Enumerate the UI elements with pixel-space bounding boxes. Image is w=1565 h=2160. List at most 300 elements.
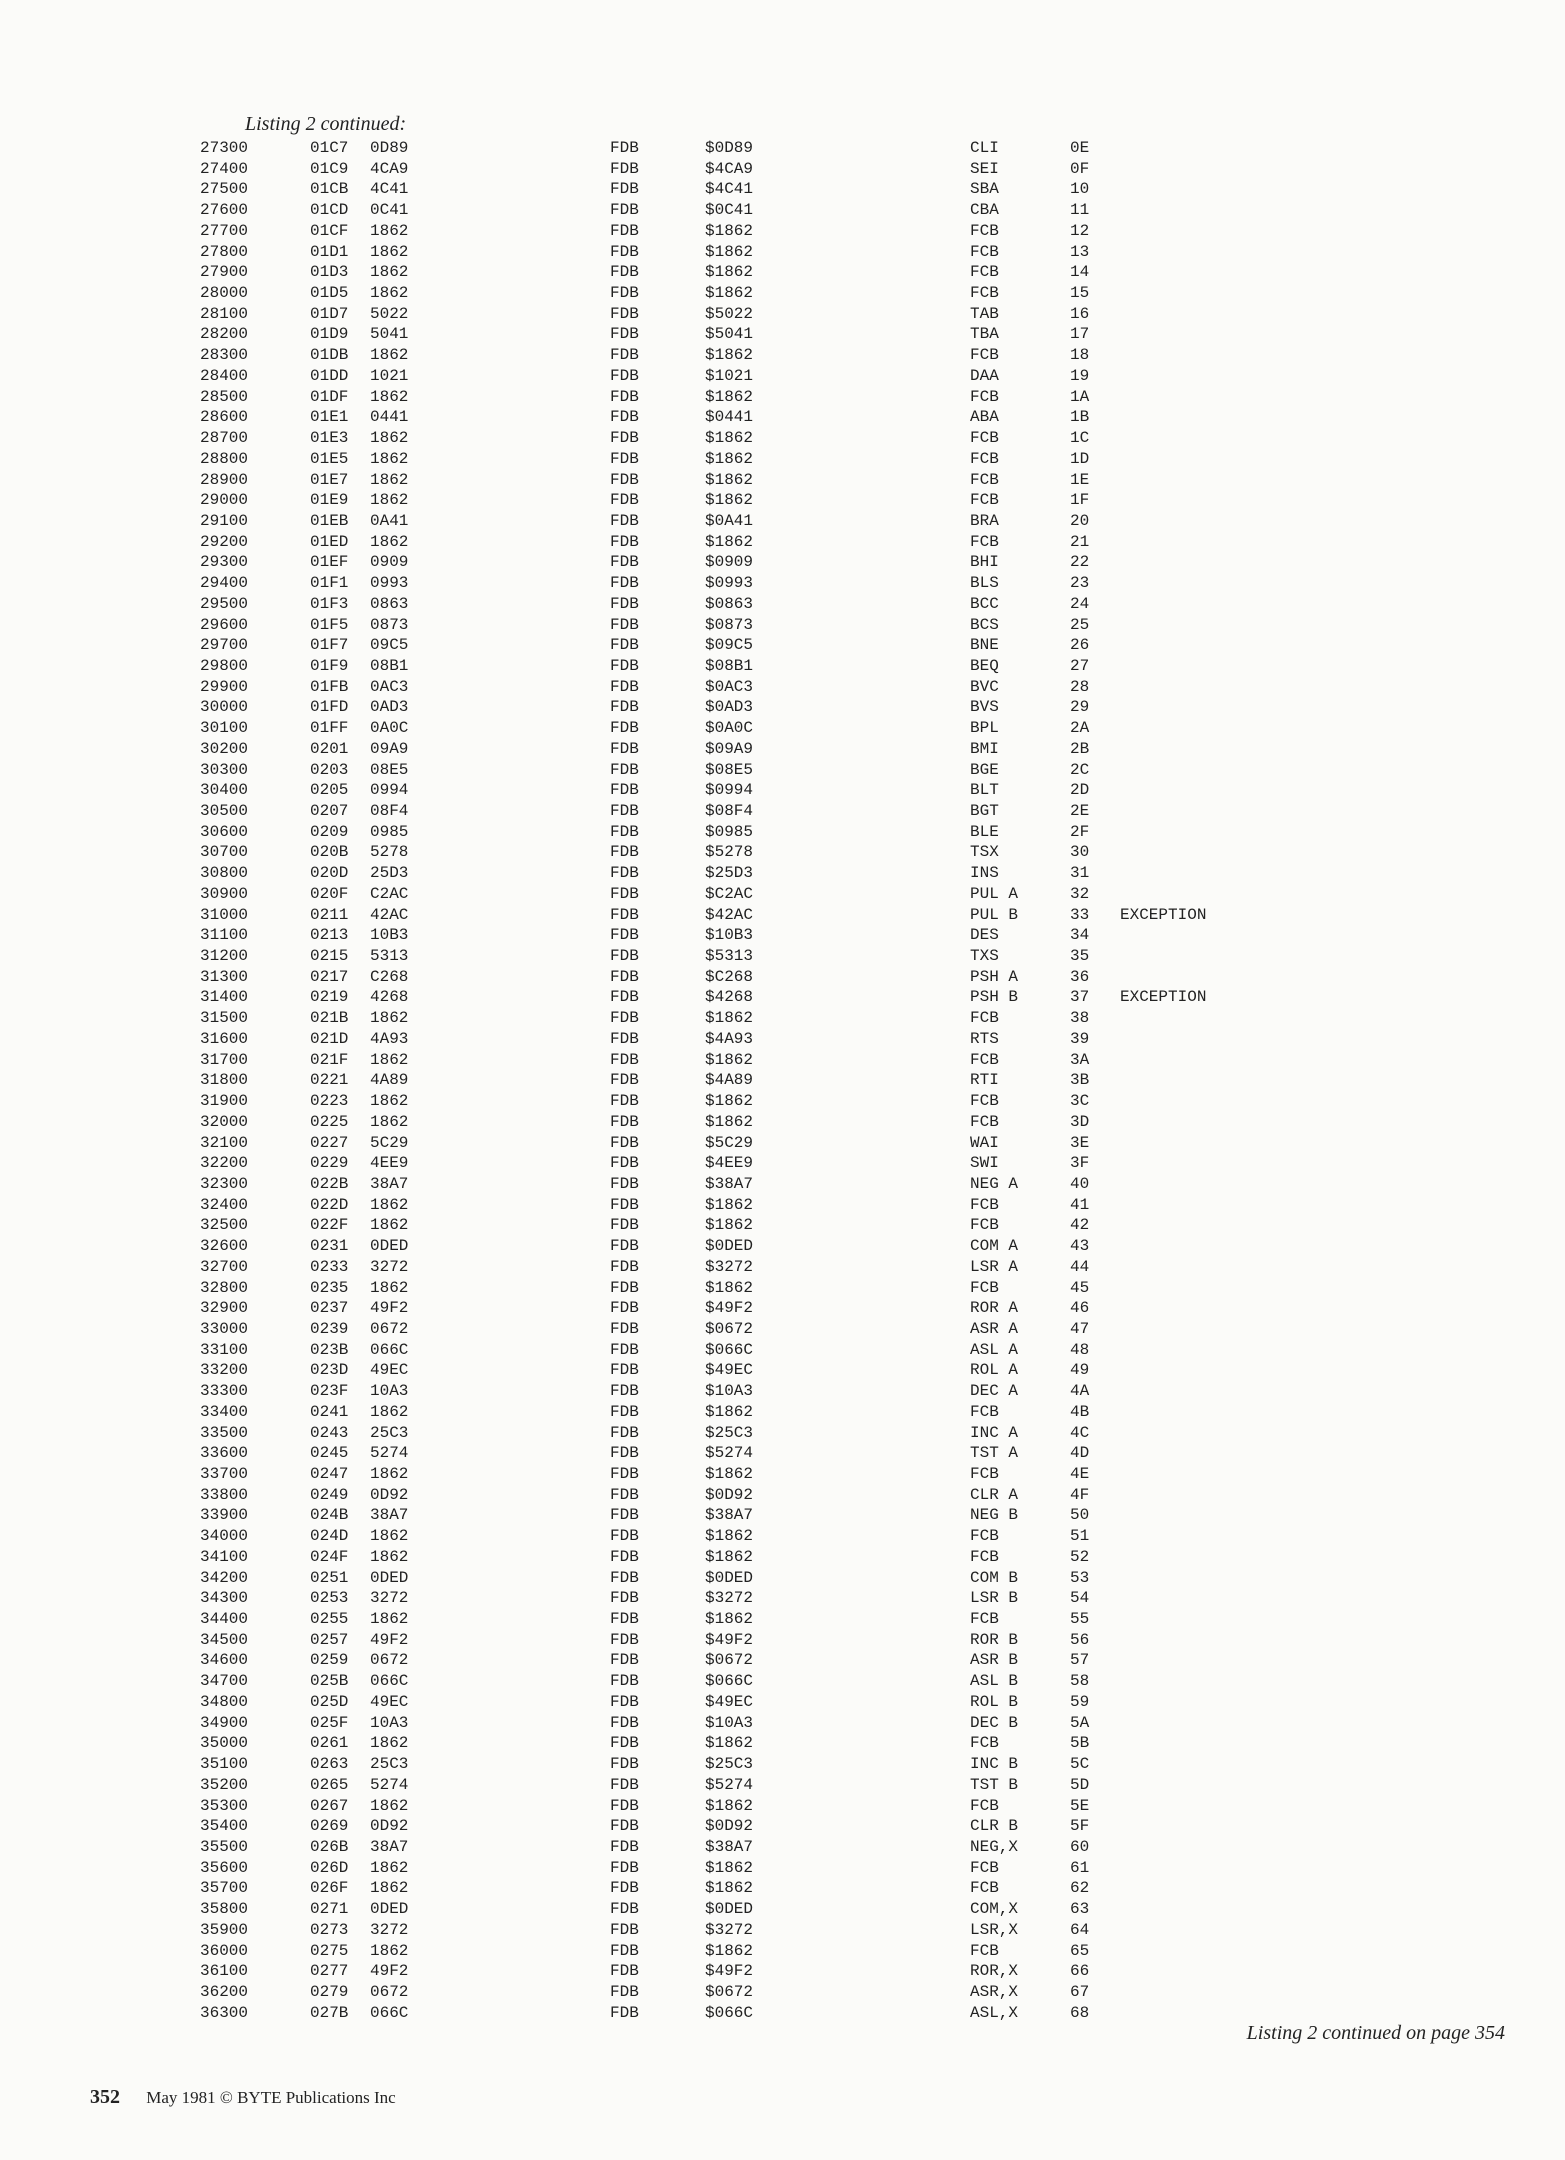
object-code: 25C3 bbox=[370, 1423, 409, 1442]
opcode-hex: 43 bbox=[1070, 1237, 1090, 1256]
line-number: 33900 bbox=[200, 1506, 249, 1525]
operand: $1862 bbox=[705, 1092, 754, 1111]
mnemonic: PUL B bbox=[970, 905, 1019, 924]
opcode-hex: 34 bbox=[1070, 926, 1090, 945]
operand: $5274 bbox=[705, 1775, 754, 1794]
operand: $5274 bbox=[705, 1444, 754, 1463]
opcode-hex: 1B bbox=[1070, 408, 1090, 427]
address: 0265 bbox=[310, 1775, 349, 1794]
address: 01DD bbox=[310, 366, 349, 385]
line-number: 29000 bbox=[200, 491, 249, 510]
address: 023B bbox=[310, 1340, 349, 1359]
object-code: 0D89 bbox=[370, 139, 409, 157]
address: 0267 bbox=[310, 1796, 349, 1815]
operand: $1862 bbox=[705, 284, 754, 303]
directive: FDB bbox=[610, 1568, 639, 1587]
mnemonic: FCB bbox=[970, 221, 999, 240]
operand: $10A3 bbox=[705, 1382, 754, 1401]
opcode-hex: 55 bbox=[1070, 1610, 1090, 1629]
directive: FDB bbox=[610, 1029, 639, 1048]
opcode-hex: 66 bbox=[1070, 1962, 1090, 1981]
directive: FDB bbox=[610, 1112, 639, 1131]
opcode-hex: 68 bbox=[1070, 2003, 1090, 2022]
opcode-hex: 51 bbox=[1070, 1527, 1090, 1546]
directive: FDB bbox=[610, 1257, 639, 1276]
address: 01EF bbox=[310, 553, 349, 572]
object-code: 0909 bbox=[370, 553, 409, 572]
mnemonic: BVS bbox=[970, 698, 999, 717]
object-code: 1862 bbox=[370, 263, 409, 282]
address: 0251 bbox=[310, 1568, 349, 1587]
opcode-hex: 21 bbox=[1070, 532, 1090, 551]
opcode-hex: 28 bbox=[1070, 677, 1090, 696]
directive: FDB bbox=[610, 1692, 639, 1711]
directive: FDB bbox=[610, 1444, 639, 1463]
line-number: 32900 bbox=[200, 1299, 249, 1318]
opcode-hex: 37 bbox=[1070, 988, 1090, 1007]
operand: $1862 bbox=[705, 346, 754, 365]
operand: $1862 bbox=[705, 470, 754, 489]
mnemonic: FCB bbox=[970, 1796, 999, 1815]
operand: $1862 bbox=[705, 532, 754, 551]
operand: $1862 bbox=[705, 1465, 754, 1483]
opcode-hex: 4D bbox=[1070, 1444, 1090, 1463]
opcode-hex: 33 bbox=[1070, 905, 1090, 924]
mnemonic: TSX bbox=[970, 843, 999, 862]
object-code: 08F4 bbox=[370, 802, 409, 820]
object-code: 1862 bbox=[370, 221, 409, 240]
object-code: 4268 bbox=[370, 988, 409, 1007]
directive: FDB bbox=[610, 677, 639, 696]
operand: $C2AC bbox=[705, 884, 754, 903]
line-number: 27300 bbox=[200, 139, 249, 157]
opcode-hex: 44 bbox=[1070, 1257, 1090, 1276]
object-code: 1862 bbox=[370, 1879, 409, 1898]
line-number: 33200 bbox=[200, 1361, 249, 1380]
directive: FDB bbox=[610, 491, 639, 510]
address: 026D bbox=[310, 1858, 349, 1877]
object-code: 0D92 bbox=[370, 1485, 409, 1504]
address: 0249 bbox=[310, 1485, 349, 1504]
line-number: 30000 bbox=[200, 698, 249, 717]
line-number: 31100 bbox=[200, 926, 249, 945]
operand: $10B3 bbox=[705, 926, 754, 945]
directive: FDB bbox=[610, 1319, 639, 1338]
directive: FDB bbox=[610, 532, 639, 551]
mnemonic: TXS bbox=[970, 947, 999, 966]
address: 025F bbox=[310, 1713, 349, 1732]
mnemonic: BCS bbox=[970, 615, 999, 634]
line-number: 27700 bbox=[200, 221, 249, 240]
opcode-hex: 29 bbox=[1070, 698, 1090, 717]
mnemonic: COM,X bbox=[970, 1900, 1019, 1919]
directive: FDB bbox=[610, 470, 639, 489]
mnemonic: FCB bbox=[970, 532, 999, 551]
opcode-hex: 3F bbox=[1070, 1154, 1090, 1173]
object-code: 0DED bbox=[370, 1237, 409, 1256]
object-code: 0A0C bbox=[370, 719, 409, 738]
operand: $49F2 bbox=[705, 1299, 754, 1318]
opcode-hex: 56 bbox=[1070, 1630, 1090, 1649]
publication-credit: May 1981 © BYTE Publications Inc bbox=[146, 2088, 396, 2107]
object-code: 09A9 bbox=[370, 739, 409, 758]
object-code: 0A41 bbox=[370, 511, 409, 530]
directive: FDB bbox=[610, 449, 639, 468]
note: EXCEPTION bbox=[1120, 905, 1207, 924]
address: 0237 bbox=[310, 1299, 349, 1318]
operand: $0C41 bbox=[705, 201, 754, 220]
opcode-hex: 2E bbox=[1070, 802, 1090, 820]
directive: FDB bbox=[610, 1547, 639, 1566]
operand: $38A7 bbox=[705, 1174, 754, 1193]
directive: FDB bbox=[610, 1610, 639, 1629]
line-number: 31800 bbox=[200, 1071, 249, 1090]
mnemonic: FCB bbox=[970, 387, 999, 406]
directive: FDB bbox=[610, 304, 639, 323]
line-number: 29800 bbox=[200, 656, 249, 675]
address: 01CB bbox=[310, 180, 349, 199]
mnemonic: ABA bbox=[970, 408, 999, 427]
opcode-hex: 35 bbox=[1070, 947, 1090, 966]
operand: $1862 bbox=[705, 1796, 754, 1815]
address: 01E1 bbox=[310, 408, 349, 427]
mnemonic: FCB bbox=[970, 1527, 999, 1546]
line-number: 30300 bbox=[200, 760, 249, 779]
directive: FDB bbox=[610, 1713, 639, 1732]
opcode-hex: 62 bbox=[1070, 1879, 1090, 1898]
opcode-hex: 5C bbox=[1070, 1755, 1090, 1774]
opcode-hex: 52 bbox=[1070, 1547, 1090, 1566]
directive: FDB bbox=[610, 1672, 639, 1691]
mnemonic: INC B bbox=[970, 1755, 1019, 1774]
line-number: 33700 bbox=[200, 1465, 249, 1483]
object-code: 1862 bbox=[370, 387, 409, 406]
address: 026B bbox=[310, 1837, 349, 1856]
page-footer bbox=[90, 2086, 396, 2109]
operand: $49EC bbox=[705, 1361, 754, 1380]
mnemonic: FCB bbox=[970, 1092, 999, 1111]
mnemonic: CBA bbox=[970, 201, 999, 220]
mnemonic: ROR B bbox=[970, 1630, 1019, 1649]
address: 01E3 bbox=[310, 429, 349, 448]
line-number: 28400 bbox=[200, 366, 249, 385]
opcode-hex: 65 bbox=[1070, 1941, 1090, 1960]
mnemonic: ASR B bbox=[970, 1651, 1019, 1670]
directive: FDB bbox=[610, 1941, 639, 1960]
address: 01D9 bbox=[310, 325, 349, 344]
operand: $1862 bbox=[705, 1195, 754, 1214]
address: 01F7 bbox=[310, 636, 349, 655]
directive: FDB bbox=[610, 1485, 639, 1504]
address: 01F1 bbox=[310, 574, 349, 593]
line-number: 31300 bbox=[200, 967, 249, 986]
opcode-hex: 2D bbox=[1070, 781, 1090, 800]
mnemonic: SWI bbox=[970, 1154, 999, 1173]
opcode-hex: 1C bbox=[1070, 429, 1090, 448]
opcode-hex: 2C bbox=[1070, 760, 1090, 779]
opcode-hex: 20 bbox=[1070, 511, 1090, 530]
opcode-hex: 47 bbox=[1070, 1319, 1090, 1338]
mnemonic: BLE bbox=[970, 822, 999, 841]
object-code: 3272 bbox=[370, 1589, 409, 1608]
mnemonic: FCB bbox=[970, 1278, 999, 1297]
opcode-hex: 39 bbox=[1070, 1029, 1090, 1048]
address: 026F bbox=[310, 1879, 349, 1898]
mnemonic: SEI bbox=[970, 159, 999, 178]
line-number: 29200 bbox=[200, 532, 249, 551]
opcode-hex: 4E bbox=[1070, 1465, 1090, 1483]
object-code: 1862 bbox=[370, 346, 409, 365]
object-code: 38A7 bbox=[370, 1837, 409, 1856]
line-number: 34800 bbox=[200, 1692, 249, 1711]
opcode-hex: 38 bbox=[1070, 1009, 1090, 1028]
opcode-hex: 3A bbox=[1070, 1050, 1090, 1069]
operand: $5278 bbox=[705, 843, 754, 862]
address: 01ED bbox=[310, 532, 349, 551]
opcode-hex: 30 bbox=[1070, 843, 1090, 862]
directive: FDB bbox=[610, 2003, 639, 2022]
address: 0259 bbox=[310, 1651, 349, 1670]
line-number: 35100 bbox=[200, 1755, 249, 1774]
object-code: 3272 bbox=[370, 1257, 409, 1276]
mnemonic: RTS bbox=[970, 1029, 999, 1048]
operand: $4268 bbox=[705, 988, 754, 1007]
line-number: 31200 bbox=[200, 947, 249, 966]
operand: $1862 bbox=[705, 1734, 754, 1753]
mnemonic: BLS bbox=[970, 574, 999, 593]
operand: $0873 bbox=[705, 615, 754, 634]
address: 0221 bbox=[310, 1071, 349, 1090]
mnemonic: LSR,X bbox=[970, 1920, 1019, 1939]
mnemonic: DES bbox=[970, 926, 999, 945]
mnemonic: NEG B bbox=[970, 1506, 1019, 1525]
object-code: 066C bbox=[370, 1672, 409, 1691]
opcode-hex: 54 bbox=[1070, 1589, 1090, 1608]
directive: FDB bbox=[610, 159, 639, 178]
object-code: 4CA9 bbox=[370, 159, 409, 178]
opcode-hex: 48 bbox=[1070, 1340, 1090, 1359]
opcode-hex: 14 bbox=[1070, 263, 1090, 282]
opcode-hex: 19 bbox=[1070, 366, 1090, 385]
opcode-hex: 53 bbox=[1070, 1568, 1090, 1587]
directive: FDB bbox=[610, 1423, 639, 1442]
opcode-hex: 40 bbox=[1070, 1174, 1090, 1193]
mnemonic: BLT bbox=[970, 781, 999, 800]
opcode-hex: 5F bbox=[1070, 1817, 1090, 1836]
mnemonic: LSR A bbox=[970, 1257, 1019, 1276]
directive: FDB bbox=[610, 1195, 639, 1214]
object-code: 1862 bbox=[370, 1402, 409, 1421]
line-number: 35200 bbox=[200, 1775, 249, 1794]
line-number: 32000 bbox=[200, 1112, 249, 1131]
directive: FDB bbox=[610, 1982, 639, 2001]
operand: $25C3 bbox=[705, 1423, 754, 1442]
line-number: 34500 bbox=[200, 1630, 249, 1649]
address: 01F5 bbox=[310, 615, 349, 634]
line-number: 30600 bbox=[200, 822, 249, 841]
object-code: 1862 bbox=[370, 242, 409, 261]
mnemonic: FCB bbox=[970, 449, 999, 468]
object-code: 1862 bbox=[370, 1216, 409, 1235]
object-code: 0AD3 bbox=[370, 698, 409, 717]
opcode-hex: 1E bbox=[1070, 470, 1090, 489]
opcode-hex: 41 bbox=[1070, 1195, 1090, 1214]
mnemonic: ASR A bbox=[970, 1319, 1019, 1338]
directive: FDB bbox=[610, 1361, 639, 1380]
mnemonic: TAB bbox=[970, 304, 999, 323]
directive: FDB bbox=[610, 594, 639, 613]
address: 022B bbox=[310, 1174, 349, 1193]
address: 021F bbox=[310, 1050, 349, 1069]
opcode-hex: 3B bbox=[1070, 1071, 1090, 1090]
object-code: 09C5 bbox=[370, 636, 409, 655]
mnemonic: BEQ bbox=[970, 656, 999, 675]
address: 01FB bbox=[310, 677, 349, 696]
opcode-hex: 23 bbox=[1070, 574, 1090, 593]
address: 021B bbox=[310, 1009, 349, 1028]
line-number: 31700 bbox=[200, 1050, 249, 1069]
object-code: 49EC bbox=[370, 1361, 409, 1380]
object-code: 5274 bbox=[370, 1775, 409, 1794]
mnemonic: RTI bbox=[970, 1071, 999, 1090]
address: 020D bbox=[310, 864, 349, 883]
line-number: 34600 bbox=[200, 1651, 249, 1670]
operand: $3272 bbox=[705, 1589, 754, 1608]
address: 0241 bbox=[310, 1402, 349, 1421]
address: 0243 bbox=[310, 1423, 349, 1442]
opcode-hex: 5B bbox=[1070, 1734, 1090, 1753]
operand: $08B1 bbox=[705, 656, 754, 675]
directive: FDB bbox=[610, 1775, 639, 1794]
line-number: 32800 bbox=[200, 1278, 249, 1297]
line-number: 33400 bbox=[200, 1402, 249, 1421]
object-code: 10A3 bbox=[370, 1382, 409, 1401]
directive: FDB bbox=[610, 802, 639, 820]
directive: FDB bbox=[610, 284, 639, 303]
line-number: 30900 bbox=[200, 884, 249, 903]
directive: FDB bbox=[610, 781, 639, 800]
opcode-hex: 4A bbox=[1070, 1382, 1090, 1401]
address: 01D3 bbox=[310, 263, 349, 282]
mnemonic: ROL A bbox=[970, 1361, 1019, 1380]
directive: FDB bbox=[610, 884, 639, 903]
operand: $0A41 bbox=[705, 511, 754, 530]
operand: $1862 bbox=[705, 491, 754, 510]
operand: $0909 bbox=[705, 553, 754, 572]
object-code: 4EE9 bbox=[370, 1154, 409, 1173]
mnemonic: SBA bbox=[970, 180, 999, 199]
object-code: 0AC3 bbox=[370, 677, 409, 696]
opcode-hex: 64 bbox=[1070, 1920, 1090, 1939]
opcode-hex: 25 bbox=[1070, 615, 1090, 634]
directive: FDB bbox=[610, 201, 639, 220]
opcode-hex: 18 bbox=[1070, 346, 1090, 365]
directive: FDB bbox=[610, 843, 639, 862]
mnemonic: FCB bbox=[970, 470, 999, 489]
mnemonic: DAA bbox=[970, 366, 999, 385]
operand: $09C5 bbox=[705, 636, 754, 655]
mnemonic: ASR,X bbox=[970, 1982, 1019, 2001]
object-code: 25D3 bbox=[370, 864, 409, 883]
mnemonic: TBA bbox=[970, 325, 999, 344]
line-number: 34700 bbox=[200, 1672, 249, 1691]
address: 01E9 bbox=[310, 491, 349, 510]
mnemonic: NEG A bbox=[970, 1174, 1019, 1193]
operand: $0AD3 bbox=[705, 698, 754, 717]
operand: $0985 bbox=[705, 822, 754, 841]
opcode-hex: 12 bbox=[1070, 221, 1090, 240]
directive: FDB bbox=[610, 1382, 639, 1401]
object-code: 1021 bbox=[370, 366, 409, 385]
object-code: 0863 bbox=[370, 594, 409, 613]
line-number: 27900 bbox=[200, 263, 249, 282]
line-number: 29600 bbox=[200, 615, 249, 634]
operand: $1862 bbox=[705, 221, 754, 240]
opcode-hex: 60 bbox=[1070, 1837, 1090, 1856]
line-number: 29900 bbox=[200, 677, 249, 696]
object-code: 1862 bbox=[370, 1112, 409, 1131]
operand: $1862 bbox=[705, 429, 754, 448]
mnemonic: ASL B bbox=[970, 1672, 1019, 1691]
line-number: 32600 bbox=[200, 1237, 249, 1256]
mnemonic: ASL,X bbox=[970, 2003, 1019, 2022]
object-code: 5C29 bbox=[370, 1133, 409, 1152]
operand: $C268 bbox=[705, 967, 754, 986]
object-code: 25C3 bbox=[370, 1755, 409, 1774]
address: 0217 bbox=[310, 967, 349, 986]
opcode-hex: 46 bbox=[1070, 1299, 1090, 1318]
opcode-hex: 11 bbox=[1070, 201, 1090, 220]
address: 0275 bbox=[310, 1941, 349, 1960]
object-code: 10A3 bbox=[370, 1713, 409, 1732]
opcode-hex: 57 bbox=[1070, 1651, 1090, 1670]
opcode-hex: 5D bbox=[1070, 1775, 1090, 1794]
directive: FDB bbox=[610, 1465, 639, 1483]
object-code: 38A7 bbox=[370, 1174, 409, 1193]
line-number: 34400 bbox=[200, 1610, 249, 1629]
operand: $38A7 bbox=[705, 1837, 754, 1856]
operand: $49F2 bbox=[705, 1630, 754, 1649]
directive: FDB bbox=[610, 1237, 639, 1256]
directive: FDB bbox=[610, 429, 639, 448]
address: 01D7 bbox=[310, 304, 349, 323]
line-number: 29700 bbox=[200, 636, 249, 655]
mnemonic: FCB bbox=[970, 1216, 999, 1235]
operand: $0A0C bbox=[705, 719, 754, 738]
line-number: 28900 bbox=[200, 470, 249, 489]
object-code: 1862 bbox=[370, 1195, 409, 1214]
address: 0245 bbox=[310, 1444, 349, 1463]
mnemonic: BCC bbox=[970, 594, 999, 613]
object-code: 1862 bbox=[370, 429, 409, 448]
mnemonic: BNE bbox=[970, 636, 999, 655]
directive: FDB bbox=[610, 408, 639, 427]
object-code: 0672 bbox=[370, 1319, 409, 1338]
opcode-hex: 17 bbox=[1070, 325, 1090, 344]
object-code: 1862 bbox=[370, 284, 409, 303]
directive: FDB bbox=[610, 511, 639, 530]
line-number: 34100 bbox=[200, 1547, 249, 1566]
address: 020B bbox=[310, 843, 349, 862]
object-code: 0441 bbox=[370, 408, 409, 427]
object-code: 49EC bbox=[370, 1692, 409, 1711]
operand: $066C bbox=[705, 2003, 754, 2022]
address: 0225 bbox=[310, 1112, 349, 1131]
operand: $25C3 bbox=[705, 1755, 754, 1774]
object-code: 0873 bbox=[370, 615, 409, 634]
address: 0223 bbox=[310, 1092, 349, 1111]
operand: $0672 bbox=[705, 1982, 754, 2001]
